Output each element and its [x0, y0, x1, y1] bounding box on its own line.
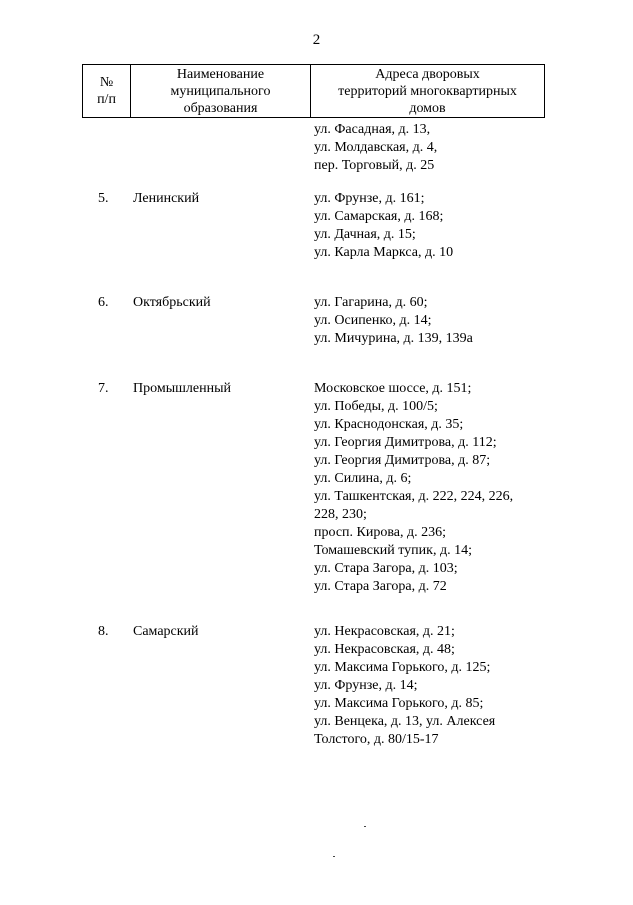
- address-line: просп. Кирова, д. 236;: [314, 525, 447, 540]
- address-line: ул. Фрунзе, д. 161;: [314, 191, 425, 206]
- continuation-addresses: [314, 121, 546, 175]
- address-line: ул. Максима Горького, д. 125;: [314, 660, 491, 675]
- district-addresses: [314, 623, 546, 749]
- row-number: 8.: [98, 624, 109, 639]
- row-number: 7.: [98, 381, 109, 396]
- address-line: ул. Силина, д. 6;: [314, 471, 412, 486]
- address-line: Томашевский тупик, д. 14;: [314, 543, 472, 558]
- scan-speck: [333, 856, 335, 857]
- address-line: 228, 230;: [314, 507, 367, 522]
- address-line: ул. Ташкентская, д. 222, 224, 226,: [314, 489, 514, 504]
- header-cell-number: [83, 65, 131, 118]
- address-line: Толстого, д. 80/15-17: [314, 732, 439, 747]
- address-line: ул. Стара Загора, д. 72: [314, 579, 447, 594]
- address-line: ул. Осипенко, д. 14;: [314, 313, 432, 328]
- district-addresses: [314, 380, 546, 596]
- address-line: ул. Венцека, д. 13, ул. Алексея: [314, 714, 496, 729]
- address-line: ул. Победы, д. 100/5;: [314, 399, 438, 414]
- address-line: ул. Самарская, д. 168;: [314, 209, 444, 224]
- address-line: ул. Фрунзе, д. 14;: [314, 678, 418, 693]
- address-line: ул. Георгия Димитрова, д. 87;: [314, 453, 491, 468]
- header-name-label: Наименование муниципального образования: [170, 66, 271, 116]
- header-cell-addresses: [311, 65, 545, 118]
- address-line: ул. Дачная, д. 15;: [314, 227, 416, 242]
- district-name: Самарский: [133, 624, 199, 639]
- address-line: ул. Георгия Димитрова, д. 112;: [314, 435, 497, 450]
- address-line: ул. Максима Горького, д. 85;: [314, 696, 484, 711]
- table-header-row: [83, 65, 545, 118]
- address-line: ул. Краснодонская, д. 35;: [314, 417, 464, 432]
- district-name: Ленинский: [133, 191, 200, 206]
- address-line: ул. Карла Маркса, д. 10: [314, 245, 454, 260]
- row-number: 6.: [98, 295, 109, 310]
- scan-speck: [364, 826, 366, 827]
- header-number-label: № п/п: [97, 75, 116, 107]
- district-name: Промышленный: [133, 381, 231, 396]
- address-line: ул. Фасадная, д. 13,: [314, 122, 431, 137]
- address-line: ул. Некрасовская, д. 48;: [314, 642, 455, 657]
- address-line: Московское шоссе, д. 151;: [314, 381, 472, 396]
- address-line: ул. Гагарина, д. 60;: [314, 295, 428, 310]
- address-line: ул. Некрасовская, д. 21;: [314, 624, 455, 639]
- header-cell-name: [131, 65, 311, 118]
- district-addresses: [314, 294, 546, 348]
- district-name: Октябрьский: [133, 295, 211, 310]
- table-header: [82, 64, 545, 118]
- district-addresses: [314, 190, 546, 262]
- address-line: пер. Торговый, д. 25: [314, 158, 435, 173]
- address-line: ул. Молдавская, д. 4,: [314, 140, 438, 155]
- address-line: ул. Мичурина, д. 139, 139а: [314, 331, 473, 346]
- row-number: 5.: [98, 191, 109, 206]
- page-number: 2: [312, 32, 321, 48]
- header-addresses-label: Адреса дворовых территорий многоквартирных домов: [338, 66, 517, 116]
- address-line: ул. Стара Загора, д. 103;: [314, 561, 458, 576]
